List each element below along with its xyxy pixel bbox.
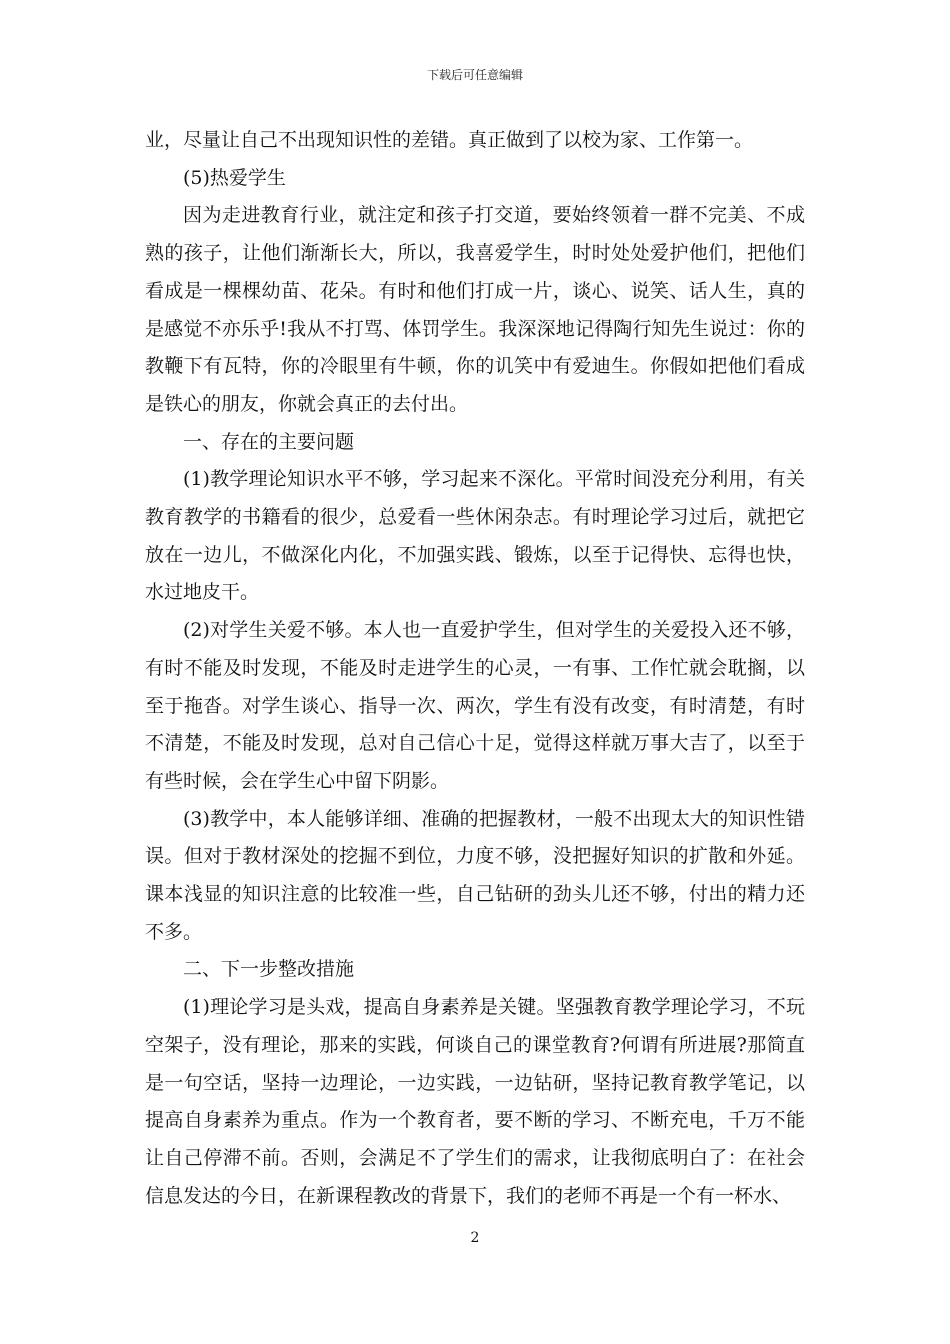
section-heading-measures: 二、下一步整改措施: [183, 958, 355, 981]
paragraph: (1)教学理论知识水平不够，学习起来不深化。平常时间没充分利用，有关教育教学的书籍看的很少，总爱看一些休闲杂志。有时理论学习过后，就把它放在一边儿，不做深化内化，不加强实践、锻炼，以至于记得快、忘得也快，水过地皮干。: [145, 468, 805, 604]
subheading-love-students: (5)热爱学生: [183, 166, 286, 189]
document-body: [145, 122, 805, 1215]
section-heading-problems: 一、存在的主要问题: [183, 430, 355, 453]
paragraph: (2)对学生关爱不够。本人也一直爱护学生，但对学生的关爱投入还不够，有时不能及时发现，不能及时走进学生的心灵，一有事、工作忙就会耽搁，以至于拖沓。对学生谈心、指导一次、两次，学生有没有改变，有时清楚，有时不清楚，不能及时发现，总对自己信心十足，觉得这样就万事大吉了，以至于有些时候，会在学生心中留下阴影。: [145, 619, 805, 792]
page-header: 下载后可任意编辑: [426, 68, 523, 82]
paragraph: (3)教学中，本人能够详细、准确的把握教材，一般不出现太大的知识性错误。但对于教材深处的挖掘不到位，力度不够，没把握好知识的扩散和外延。课本浅显的知识注意的比较准一些，自己钻研的劲头儿还不够，付出的精力还不多。: [145, 807, 805, 943]
paragraph: 因为走进教育行业，就注定和孩子打交道，要始终领着一群不完美、不成熟的孩子，让他们渐渐长大，所以，我喜爱学生，时时处处爱护他们，把他们看成是一棵棵幼苗、花朵。有时和他们打成一片，谈心、说笑、话人生，真的是感觉不亦乐乎!我从不打骂、体罚学生。我深深地记得陶行知先生说过：你的教鞭下有瓦特，你的冷眼里有牛顿，你的讥笑中有爱迪生。你假如把他们看成是铁心的朋友，你就会真正的去付出。: [145, 204, 805, 415]
page-number: 2: [470, 1230, 480, 1246]
paragraph-continuation: 业，尽量让自己不出现知识性的差错。真正做到了以校为家、工作第一。: [145, 129, 754, 151]
paragraph: (1)理论学习是头戏，提高自身素养是关键。坚强教育教学理论学习，不玩空架子，没有理论，那来的实践，何谈自己的课堂教育?何谓有所进展?那简直是一句空话，坚持一边理论，一边实践，一边钻研，坚持记教育教学笔记，以提高自身素养为重点。作为一个教育者，要不断的学习、不断充电，千万不能让自己停滞不前。否则，会满足不了学生们的需求，让我彻底明白了：在社会信息发达的今日，在新课程教改的背景下，我们的老师不再是一个有一杯水、: [145, 996, 805, 1207]
